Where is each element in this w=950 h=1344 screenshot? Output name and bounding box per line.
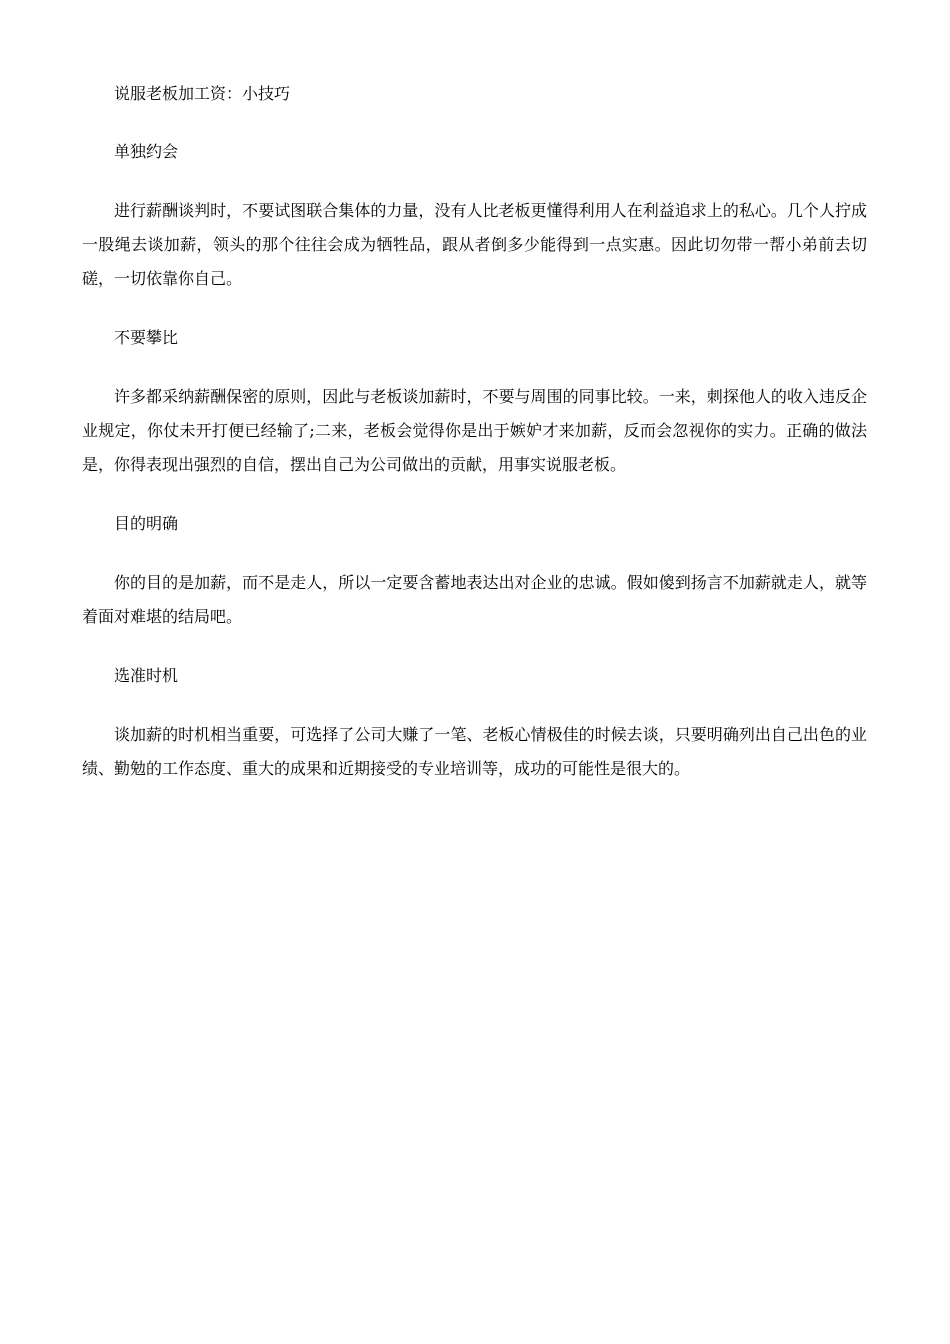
section-heading-3: 目的明确 [114, 514, 179, 533]
spacer [82, 540, 867, 566]
spacer [82, 482, 867, 508]
spacer [82, 296, 867, 322]
section-heading-4: 选准时机 [114, 666, 179, 685]
spacer [82, 692, 867, 718]
spacer [82, 168, 867, 194]
section-heading-1: 单独约会 [114, 142, 179, 161]
section-body-1: 进行薪酬谈判时，不要试图联合集体的力量，没有人比老板更懂得利用人在利益追求上的私心。几个人拧成一股绳去谈加薪，领头的那个往往会成为牺牲品，跟从者倒多少能得到一点实惠。因此切勿带一帮小弟前去切磋，一切依靠你自己。 [82, 201, 867, 288]
spacer [82, 354, 867, 380]
section-body-2: 许多都采纳薪酬保密的原则，因此与老板谈加薪时，不要与周围的同事比较。一来，刺探他人的收入违反企业规定，你仗未开打便已经输了;二来，老板会觉得你是出于嫉妒才来加薪，反而会忽视你的实力。正确的做法是，你得表现出强烈的自信，摆出自己为公司做出的贡献，用事实说服老板。 [82, 387, 867, 474]
document-title: 说服老板加工资：小技巧 [114, 84, 291, 103]
document-page [82, 78, 867, 786]
section-heading-2: 不要攀比 [114, 328, 179, 347]
spacer [82, 110, 867, 136]
section-body-4: 谈加薪的时机相当重要，可选择了公司大赚了一笔、老板心情极佳的时候去谈，只要明确列出自己出色的业绩、勤勉的工作态度、重大的成果和近期接受的专业培训等，成功的可能性是很大的。 [82, 725, 867, 778]
spacer [82, 634, 867, 660]
section-body-3: 你的目的是加薪，而不是走人，所以一定要含蓄地表达出对企业的忠诚。假如傻到扬言不加薪就走人，就等着面对难堪的结局吧。 [82, 573, 867, 626]
